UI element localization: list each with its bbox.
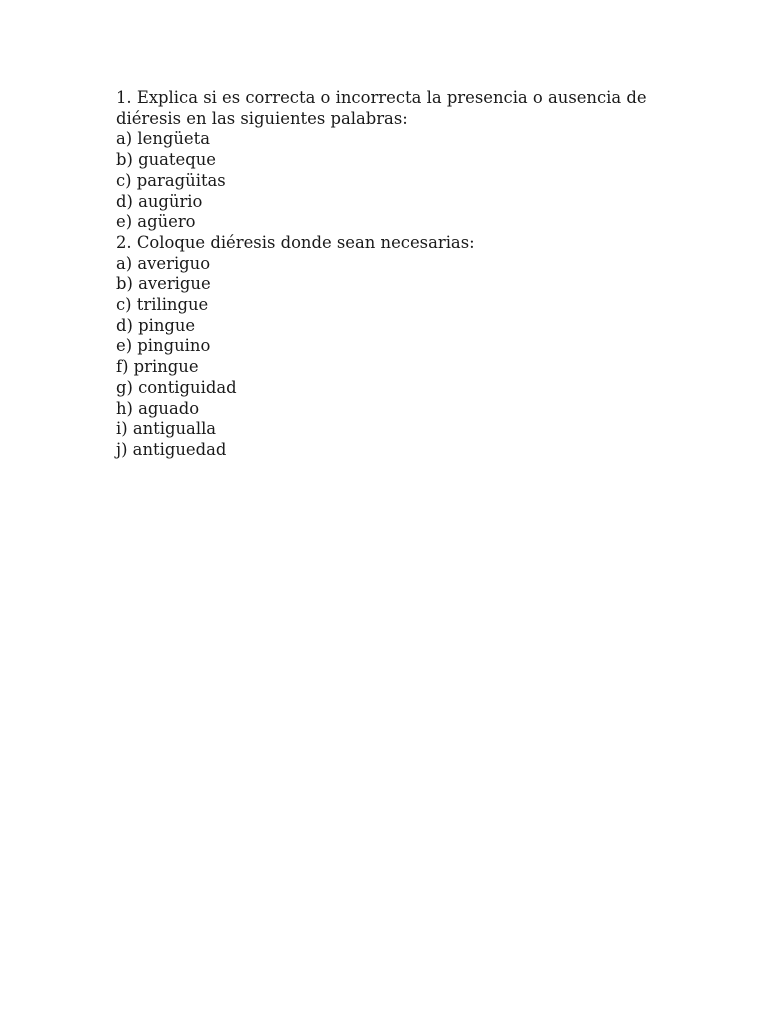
question-2-item: a) averiguo — [116, 253, 211, 273]
question-2-item: h) aguado — [116, 398, 200, 418]
question-1-prompt-line-2: diéresis en las siguientes palabras: — [116, 108, 408, 128]
question-2-item: i) antigualla — [116, 419, 217, 439]
question-2-item: d) pingue — [116, 315, 196, 335]
question-2-item: j) antiguedad — [116, 439, 227, 459]
question-2-item: b) averigue — [116, 274, 211, 294]
question-1-item: d) augürio — [116, 191, 203, 211]
question-2-item: g) contiguidad — [116, 377, 237, 397]
question-1-item: e) agüero — [116, 212, 196, 232]
question-1-item: c) paragüitas — [116, 170, 226, 190]
exercise-text — [116, 88, 696, 461]
question-2-item: e) pinguino — [116, 336, 211, 356]
question-1-item: a) lengüeta — [116, 129, 210, 149]
question-1-prompt-line-1: 1. Explica si es correcta o incorrecta la presencia o ausencia de — [116, 88, 647, 107]
question-1-item: b) guateque — [116, 150, 216, 170]
question-2-item: f) pringue — [116, 357, 199, 377]
question-2-item: c) trilingue — [116, 295, 209, 315]
question-2-prompt: 2. Coloque diéresis donde sean necesarias: — [116, 232, 475, 252]
